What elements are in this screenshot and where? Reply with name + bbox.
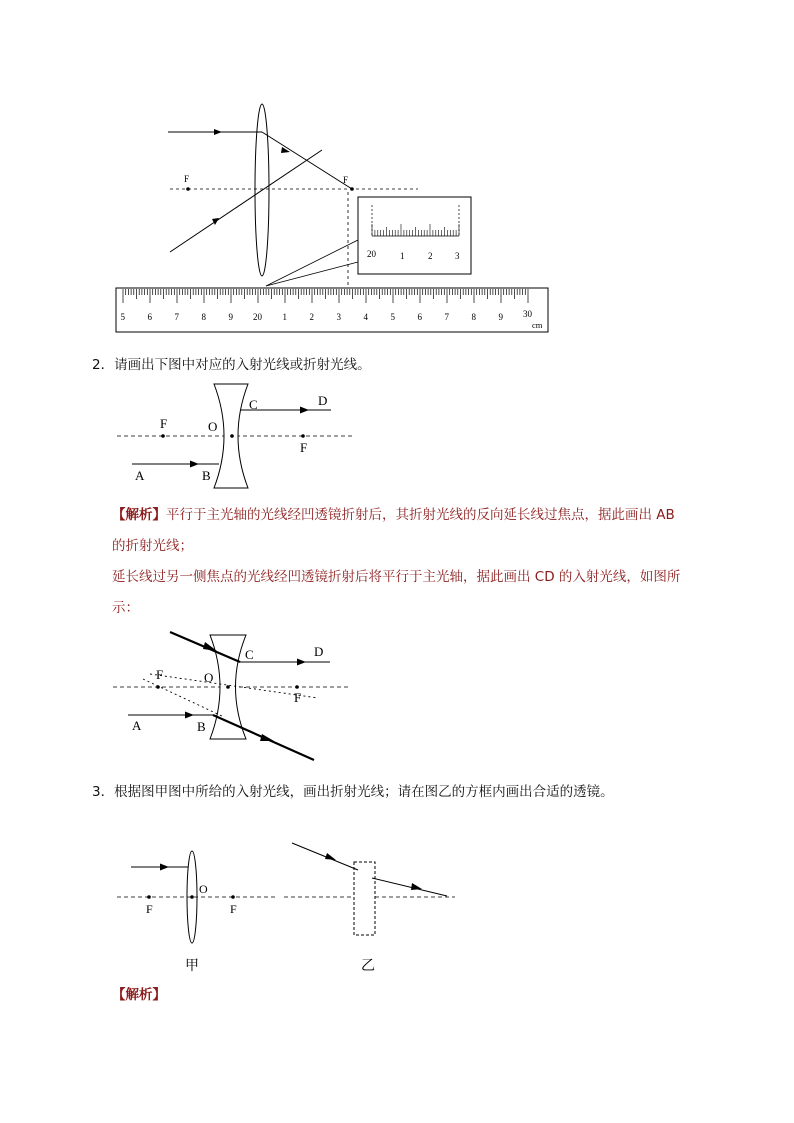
oblique-ray [170, 150, 322, 252]
focus-point-right [295, 685, 299, 689]
ruler-label: 9 [498, 312, 503, 322]
focus-label-left: F [184, 174, 190, 184]
ruler-label: 30 [523, 309, 532, 319]
inset-label-20: 20 [367, 249, 376, 259]
inset-label-1: 1 [400, 251, 405, 261]
solution-tag: 【解析】 [112, 507, 166, 523]
label-A: A [132, 718, 142, 733]
ruler-label: 7 [174, 312, 179, 322]
optical-center [230, 434, 234, 438]
ruler-label: 6 [417, 312, 422, 322]
ruler-label: 2 [309, 312, 314, 322]
label-D: D [318, 393, 328, 408]
ruler-label: 8 [201, 312, 206, 322]
solution-line-2: 的折射光线； [112, 538, 193, 554]
ruler-unit: cm [532, 320, 543, 330]
label-C: C [249, 397, 258, 412]
solution-tag: 【解析】 [112, 987, 166, 1003]
lens-box-yi [354, 862, 375, 935]
label-F-right: F [230, 902, 237, 916]
label-C: C [245, 647, 254, 662]
incident-ray-yi [292, 843, 358, 870]
figure-question-3 [0, 835, 794, 975]
figure-convex-lens-ruler [0, 0, 794, 345]
inset-label-2: 2 [428, 251, 433, 261]
focus-point-left [161, 434, 165, 438]
emergent-ray-yi [372, 878, 447, 896]
optical-center [190, 895, 194, 899]
focus-point-right [231, 895, 235, 899]
question-2-text: 2．请画出下图中对应的入射光线或折射光线。 [92, 357, 371, 373]
focus-point-left [147, 895, 151, 899]
focus-point-right [301, 434, 305, 438]
figure-concave-lens-question [0, 380, 794, 490]
label-F-left: F [146, 902, 153, 916]
ruler [116, 288, 548, 332]
label-F-right: F [294, 690, 302, 705]
focus-label-right: F [343, 175, 349, 185]
caption-jia: 甲 [185, 958, 199, 974]
focus-point-right [350, 187, 354, 191]
ruler-label: 6 [147, 312, 152, 322]
label-O: O [204, 670, 214, 685]
solution-line-4: 示： [112, 600, 139, 616]
ruler-label: 5 [120, 312, 125, 322]
label-F-left: F [160, 416, 168, 431]
label-O: O [199, 882, 208, 896]
solution-line-3: 延长线过另一侧焦点的光线经凹透镜折射后将平行于主光轴，据此画出 CD 的入射光线，如图所 [112, 569, 681, 585]
label-O: O [208, 419, 218, 434]
inset-label-3: 3 [455, 251, 460, 261]
ruler-label: 1 [282, 312, 287, 322]
caption-yi: 乙 [361, 958, 375, 974]
ruler-label: 9 [228, 312, 233, 322]
ruler-label: 8 [471, 312, 476, 322]
solution-2 [112, 500, 712, 624]
question-3-text: 3．根据图甲图中所给的入射光线，画出折射光线；请在图乙的方框内画出合适的透镜。 [92, 784, 614, 800]
ruler-label: 5 [390, 312, 395, 322]
focus-point-left [186, 187, 190, 191]
ruler-label: 7 [444, 312, 449, 322]
label-A: A [135, 468, 145, 483]
ruler-label: 3 [336, 312, 341, 322]
label-D: D [314, 644, 324, 659]
figure-concave-lens-answer [0, 625, 794, 765]
label-B: B [202, 468, 211, 483]
solution-3 [112, 980, 712, 1011]
label-F-left: F [156, 667, 164, 682]
ruler-label: 20 [253, 312, 262, 322]
label-B: B [197, 719, 206, 734]
ruler-label: 4 [363, 312, 368, 322]
solution-line-1: 平行于主光轴的光线经凹透镜折射后，其折射光线的反向延长线过焦点，据此画出 AB [166, 507, 675, 523]
label-F-right: F [300, 440, 308, 455]
